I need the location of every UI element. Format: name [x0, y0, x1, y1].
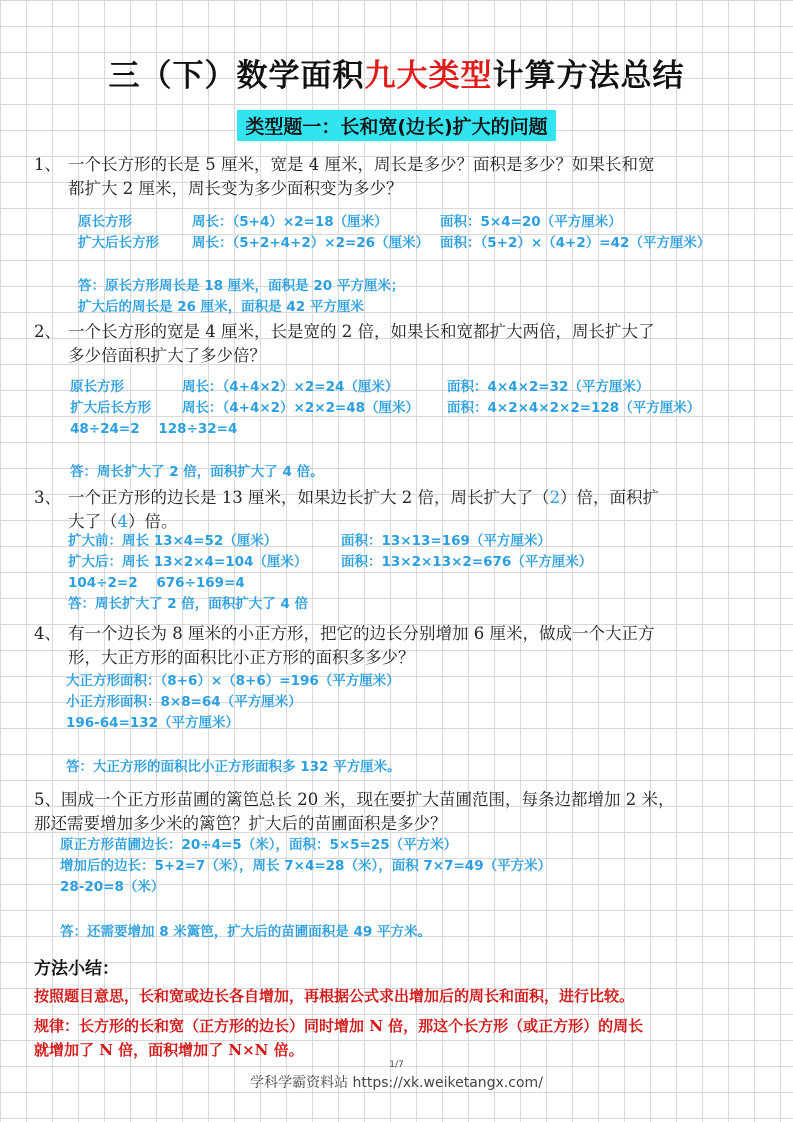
summary-text: [34, 984, 643, 1062]
answer-line: 答：原长方形周长是 18 厘米，面积是 20 平方厘米；: [78, 278, 405, 294]
q4-answer: 答：大正方形的面积比小正方形面积多 132 平方厘米。: [66, 759, 401, 775]
q4-work: [66, 671, 400, 734]
blank-answer: 2: [549, 488, 560, 507]
title-highlight: 九大类型: [364, 58, 493, 94]
work-perimeter: 扩大后：周长 13×2×4=104（厘米）: [68, 554, 308, 570]
q3-work: [68, 531, 592, 615]
question-number: 2、: [34, 322, 61, 341]
title-part2: 计算方法总结: [492, 58, 685, 94]
work-area: 面积：4×4×2=32（平方厘米）: [447, 379, 650, 395]
footer-link[interactable]: 学科学霸资料站 https://xk.weiketangx.com/: [250, 1075, 543, 1091]
work-line: 小正方形面积：8×8=64（平方厘米）: [66, 694, 302, 710]
question-text: 形，大正方形的面积比小正方形的面积多多少？: [68, 648, 415, 667]
work-label: 原长方形: [70, 379, 124, 395]
work-perimeter: 周长：（4+4×2）×2=24（厘米）: [182, 379, 399, 395]
work-line: 增加后的边长：5+2=7（米），周长 7×4=28（米），面积 7×7=49（平方米）: [60, 858, 552, 874]
page-number: 1/7: [389, 1060, 404, 1070]
work-label: 扩大后长方形: [70, 400, 151, 416]
work-area: 面积：（5+2）×（4+2）=42（平方厘米）: [440, 235, 711, 251]
work-area: 面积：13×2×13×2=676（平方厘米）: [341, 554, 593, 570]
question-1: [34, 153, 654, 201]
question-text: 多少倍面积扩大了多少倍？: [68, 346, 266, 365]
work-area: 面积：5×4=20（平方厘米）: [440, 214, 622, 230]
answer-line: 扩大后的周长是 26 厘米，面积是 42 平方厘米: [78, 299, 364, 315]
work-ratio: 104÷2=2 676÷169=4: [68, 575, 245, 591]
page-title: [0, 50, 793, 95]
question-text: 都扩大 2 厘米，周长变为多少面积变为多少？: [68, 179, 403, 198]
question-5: [34, 788, 674, 836]
question-4: [34, 622, 654, 670]
question-text: ）倍，面积扩: [559, 488, 659, 507]
work-label: 原长方形: [78, 214, 132, 230]
work-line: 28-20=8（米）: [60, 879, 165, 895]
work-perimeter: 周长：（5+2+4+2）×2=26（厘米）: [192, 235, 430, 251]
summary-line: 就增加了 N 倍，面积增加了 N×N 倍。: [34, 1041, 304, 1059]
question-text: 大了（: [68, 512, 118, 531]
question-text: 有一个边长为 8 厘米的小正方形，把它的边长分别增加 6 厘米，做成一个大正方: [68, 624, 655, 643]
summary-line: 规律：长方形的长和宽（正方形的边长）同时增加 N 倍，那这个长方形（或正方形）的周长: [34, 1017, 644, 1035]
question-number: 3、: [34, 488, 61, 507]
question-3: [34, 486, 659, 534]
work-ratio: 48÷24=2 128÷32=4: [70, 421, 238, 437]
question-number: 4、: [34, 624, 61, 643]
q5-answer: 答：还需要增加 8 米篱笆，扩大后的苗圃面积是 49 平方米。: [60, 924, 431, 940]
work-label: 扩大后长方形: [78, 235, 159, 251]
question-2: [34, 320, 654, 368]
question-text: 一个正方形的边长是 13 厘米，如果边长扩大 2 倍，周长扩大了（: [68, 488, 550, 507]
question-text: 一个长方形的长是 5 厘米，宽是 4 厘米，周长是多少？面积是多少？如果长和宽: [68, 155, 655, 174]
work-area: 面积：13×13=169（平方厘米）: [341, 533, 551, 549]
question-text: 一个长方形的宽是 4 厘米，长是宽的 2 倍，如果长和宽都扩大两倍，周长扩大了: [68, 322, 655, 341]
question-text: 5、围成一个正方形苗圃的篱笆总长 20 米，现在要扩大苗圃范围，每条边都增加 2 米，: [34, 790, 675, 809]
work-line: 原正方形苗圃边长：20÷4=5（米），面积：5×5=25（平方米）: [60, 837, 458, 853]
work-perimeter: 周长：（5+4）×2=18（厘米）: [192, 214, 388, 230]
blank-answer: 4: [117, 512, 128, 531]
work-perimeter: 周长：（4+4×2）×2×2=48（厘米）: [182, 400, 420, 416]
question-text: ）倍。: [128, 512, 178, 531]
summary-title: 方法小结：: [34, 959, 119, 979]
q3-answer: 答：周长扩大了 2 倍，面积扩大了 4 倍: [68, 596, 309, 612]
q5-work: [60, 835, 551, 898]
subtitle-wrap: [0, 110, 793, 141]
work-perimeter: 扩大前：周长 13×4=52（厘米）: [68, 533, 278, 549]
section-subtitle: 类型题一：长和宽(边长)扩大的问题: [237, 110, 555, 141]
question-number: 1、: [34, 155, 61, 174]
q1-work: [78, 212, 710, 254]
q2-answer: 答：周长扩大了 2 倍，面积扩大了 4 倍。: [70, 464, 324, 480]
q1-answer: [78, 276, 404, 318]
work-area: 面积：4×2×4×2×2=128（平方厘米）: [447, 400, 701, 416]
title-part1: 三（下）数学面积: [108, 58, 365, 94]
work-line: 196-64=132（平方厘米）: [66, 715, 240, 731]
summary-line: 按照题目意思，长和宽或边长各自增加，再根据公式求出增加后的周长和面积，进行比较。: [34, 987, 635, 1005]
q2-work: [70, 377, 700, 440]
question-text: 那还需要增加多少米的篱笆？扩大后的苗圃面积是多少？: [34, 814, 447, 833]
work-line: 大正方形面积：（8+6）×（8+6）=196（平方厘米）: [66, 673, 400, 689]
